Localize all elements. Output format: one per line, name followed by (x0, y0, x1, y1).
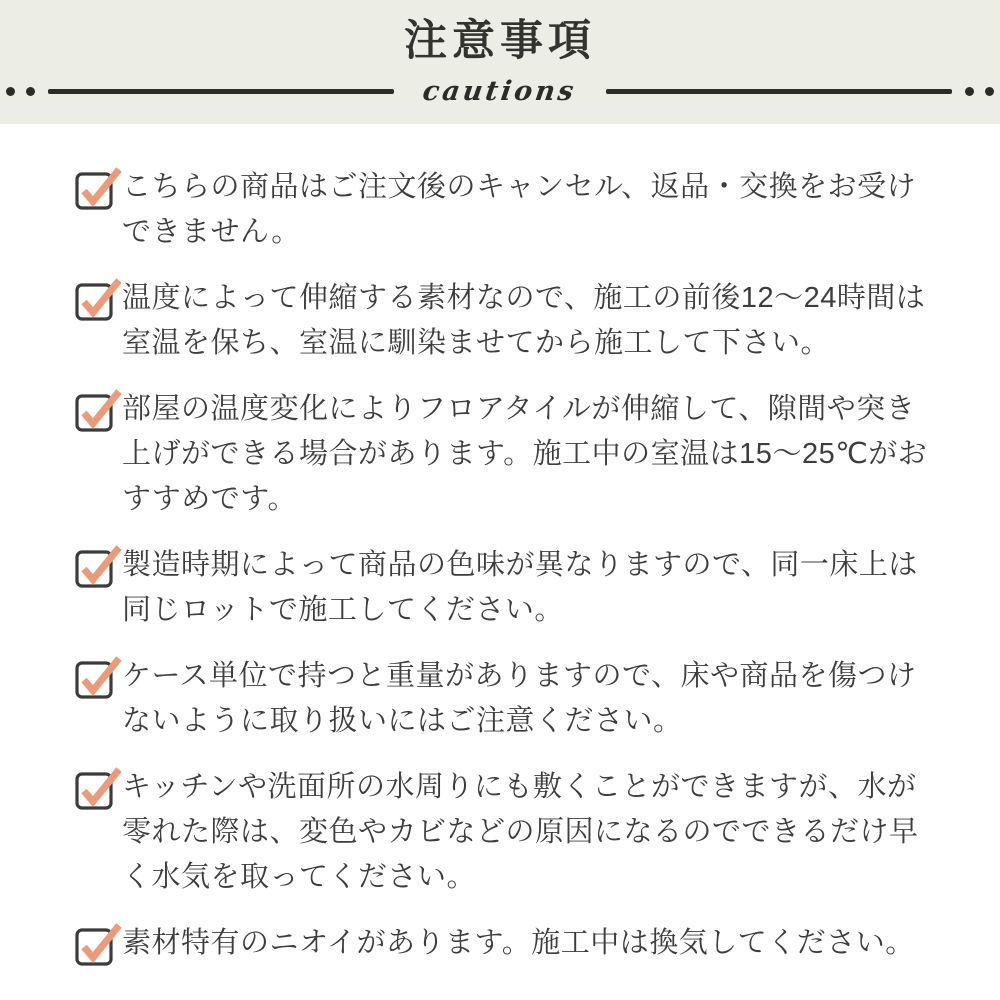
caution-text: 製造時期によって商品の色味が異なりますので、同一床上は同じロットで施工してください。 (122, 549, 918, 626)
checked-checkbox-icon (75, 543, 122, 588)
divider-left-line (48, 89, 394, 94)
caution-text: キッチンや洗面所の水周りにも敷くことができますが、水が零れた際は、変色やカビなどの原因になるのでできるだけ早く水気を取ってください。 (122, 771, 919, 893)
caution-text: 部屋の温度変化によりフロアタイルが伸縮して、隙間や突き上げができる場合があります。施工中の室温は15〜25℃がおすすめです。 (122, 393, 928, 515)
checked-checkbox-icon (75, 165, 122, 210)
dot-icon (985, 87, 994, 96)
checked-checkbox-icon (75, 654, 122, 699)
caution-list-item (75, 387, 945, 522)
divider-right-dots-icon (965, 87, 994, 96)
caution-text: 素材特有のニオイがあります。施工中は換気してください。 (122, 927, 915, 959)
checked-checkbox-icon (75, 765, 122, 810)
divider-left-dots-icon (6, 87, 35, 96)
caution-text: ケース単位で持つと重量がありますので、床や商品を傷つけないように取り扱いにはご注意ください。 (122, 660, 917, 737)
cautions-body (0, 124, 1000, 966)
caution-text: 温度によって伸縮する素材なので、施工の前後12〜24時間は室温を保ち、室温に馴染ませてから施工して下さい。 (122, 282, 926, 359)
caution-text: こちらの商品はご注文後のキャンセル、返品・交換をお受けできません。 (122, 171, 917, 248)
checked-checkbox-icon (75, 387, 122, 432)
dot-icon (965, 87, 974, 96)
cautions-header (0, 0, 1000, 124)
dot-icon (26, 87, 35, 96)
checked-checkbox-icon (75, 921, 122, 966)
divider-right-line (606, 89, 952, 94)
caution-list-item (75, 543, 945, 633)
dot-icon (6, 87, 15, 96)
caution-list-item (75, 765, 945, 900)
caution-list-item (75, 165, 945, 255)
caution-list-item (75, 921, 945, 966)
divider (0, 76, 1000, 107)
divider-script-label: cautions (421, 75, 579, 107)
caution-list-item (75, 654, 945, 744)
page-title: 注意事項 (404, 17, 596, 65)
caution-list-item (75, 276, 945, 366)
checked-checkbox-icon (75, 276, 122, 321)
cautions-list (75, 165, 945, 966)
